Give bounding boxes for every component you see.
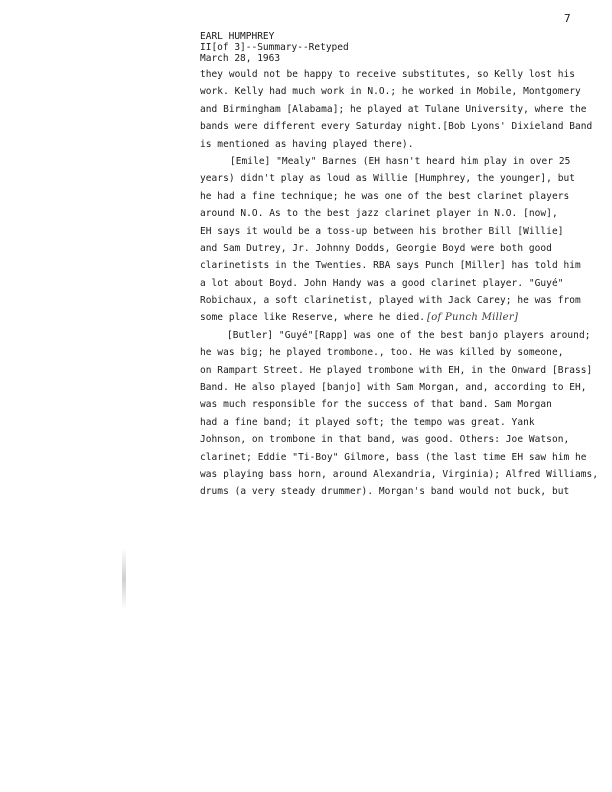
document-header bbox=[200, 31, 349, 64]
text-line: years) didn't play as loud as Willie [Humphrey, the younger], but bbox=[200, 173, 576, 185]
text-line: was much responsible for the success of that band. Sam Morgan bbox=[200, 399, 552, 411]
text-line: work. Kelly had much work in N.O.; he worked in Mobile, Montgomery bbox=[200, 86, 581, 98]
text-line: on Rampart Street. He played trombone with EH, in the Onward [Brass] bbox=[200, 364, 593, 376]
text-line: he had a fine technique; he was one of the best clarinet players bbox=[200, 190, 570, 202]
paragraph-start-line: [Butler] "Guyé"[Rapp] was one of the best banjo players around; bbox=[227, 329, 591, 341]
handwritten-annotation: [of Punch Miller] bbox=[427, 312, 519, 324]
text-line: around N.O. As to the best jazz clarinet player in N.O. [now], bbox=[200, 208, 558, 220]
text-line: is mentioned as having played there). bbox=[200, 138, 414, 150]
text-line-with-annotation bbox=[200, 309, 580, 326]
header-part: II[of 3]--Summary--Retyped bbox=[200, 42, 349, 53]
text-line: bands were different every Saturday night.[Bob Lyons' Dixieland Band bbox=[200, 121, 593, 133]
header-name: EARL HUMPHREY bbox=[200, 31, 275, 42]
paragraph-start-line: [Emile] "Mealy" Barnes (EH hasn't heard him play in over 25 bbox=[230, 155, 571, 167]
text-line: drums (a very steady drummer). Morgan's band would not buck, but bbox=[200, 486, 570, 498]
transcript-body bbox=[200, 66, 599, 501]
text-line: EH says it would be a toss-up between his brother Bill [Willie] bbox=[200, 225, 564, 237]
text-line: and Sam Dutrey, Jr. Johnny Dodds, Georgie Boyd were both good bbox=[200, 242, 552, 254]
text-line: clarinetists in the Twenties. RBA says Punch [Miller] has told him bbox=[200, 260, 581, 272]
text-line: clarinet; Eddie "Ti-Boy" Gilmore, bass (the last time EH saw him he bbox=[200, 451, 587, 463]
text-line: a lot about Boyd. John Handy was a good clarinet player. "Guyé" bbox=[200, 277, 564, 289]
header-date: March 28, 1963 bbox=[200, 53, 281, 64]
text-line: he was big; he played trombone., too. He was killed by someone, bbox=[200, 347, 564, 359]
text-line: Johnson, on trombone in that band, was good. Others: Joe Watson, bbox=[200, 434, 570, 446]
scan-margin-mark bbox=[122, 548, 126, 610]
text-line: Band. He also played [banjo] with Sam Morgan, and, according to EH, bbox=[200, 382, 587, 394]
text-line: Robichaux, a soft clarinetist, played with Jack Carey; he was from bbox=[200, 295, 581, 307]
page-number: 7 bbox=[564, 12, 571, 25]
text-line: they would not be happy to receive substitutes, so Kelly lost his bbox=[200, 69, 576, 80]
text-line: was playing bass horn, around Alexandria, Virginia); Alfred Williams, bbox=[200, 468, 599, 480]
text-line: and Birmingham [Alabama]; he played at Tulane University, where the bbox=[200, 103, 587, 115]
text-line: had a fine band; it played soft; the tempo was great. Yank bbox=[200, 416, 535, 428]
text-line: some place like Reserve, where he died. bbox=[200, 312, 426, 324]
